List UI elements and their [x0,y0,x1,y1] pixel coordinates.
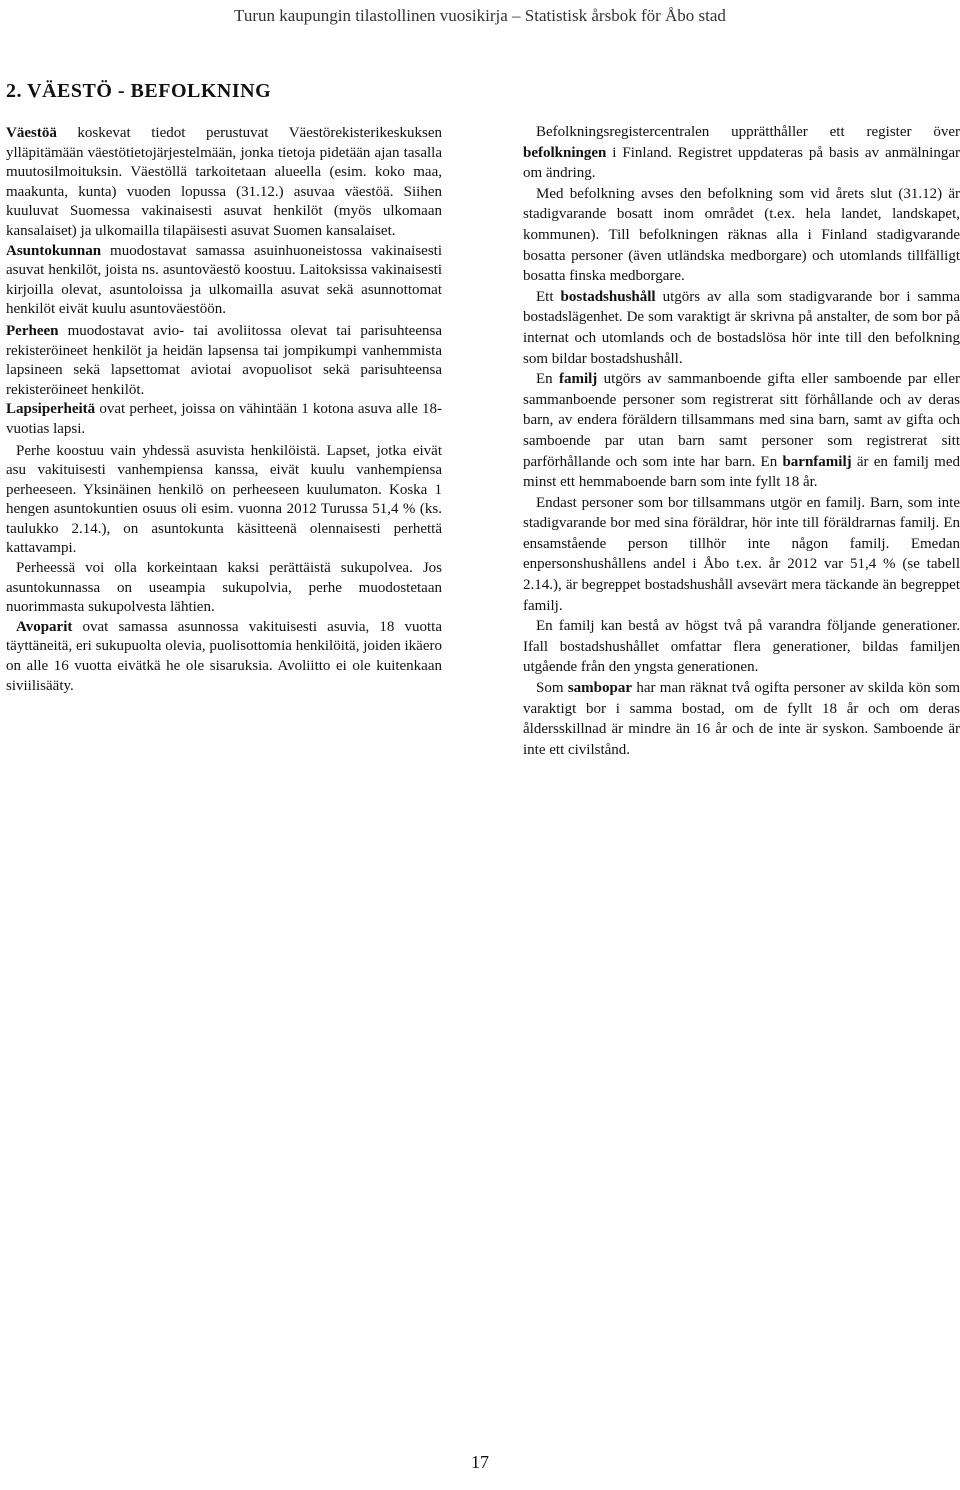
term-barnfamilj: barnfamilj [782,453,852,470]
paragraph-generationer: En familj kan bestå av högst två på varandra följande generationer. Ifall bostadshushållet omfattar flera generationer, bildas familjen utgående från den yngsta generationen. [523,618,960,676]
term-bostadshushall: bostadshushåll [560,288,656,305]
text-bostadshushall-pre: Ett [536,288,561,305]
term-avoparit: Avoparit [16,618,73,635]
paragraph-avoparit [6,618,442,696]
text-perhe: muodostavat avio- tai avoliitossa olevat tai parisuhteensa rekisteröineet henkilöt ja heidän lapsensa tai jompikumpi vanhemmista lapsineen sekä lapsettomat aviotai avopuolisot sekä parisuhteensa rekisteröineet henkilöt. [6,322,442,398]
paragraph-perhe-koostuu: Perhe koostuu vain yhdessä asuvista henkilöistä. Lapset, jotka eivät asu vakituisesti vanhempiensa kanssa, eivät kuulu vanhempiensa perheeseen. Yksinäinen henkilö on perheeseen kuulumaton. Koska 1 hengen asuntokuntien osuus oli esim. vuonna 2012 Turussa 51,4 % (ks. taulukko 2.14.), on asuntokunta käsitteenä olennaisesti perhettä kattavampi. [6,442,442,557]
text-familj-post: är en familj med minst ett hemmaboende barn som inte fyllt 18 år. [523,453,960,491]
term-perhe: Perheen [6,322,59,339]
text-asuntokunta: muodostavat samassa asuinhuoneistossa vakinaisesti asuvat henkilöt, joista ns. asuntoväestö koostuu. Laitoksissa vakinaisesti kirjoilla olevat, asuntoloissa ja ulkomailla asuvat sekä asunnottomat henkilöt eivät kuulu asuntoväestöön. [6,242,442,318]
paragraph-befolkning-avses: Med befolkning avses den befolkning som vid årets slut (31.12) är stadigvarande bosatt inom området (t.ex. hela landet, landskapet, kommunen). Till befolkningen räknas alla i Finland stadigvarande bosatta personer (även utländska medborgare) och utomlands tillfälligt bosatta finska medborgare. [523,185,960,285]
paragraph-vaesto [6,124,442,242]
page-number: 17 [471,1452,489,1472]
text-avoparit: ovat samassa asunnossa vakituisesti asuvia, 18 vuotta täyttäneitä, eri sukupuolta olevia, puolisottomia henkilöitä, joiden ikäero on alle 16 vuotta eivätkä he ole sisaruksia. Avoliitto ei ole kuitenkaan siviilisääty. [6,618,442,694]
paragraph-asuntokunta [6,242,442,320]
text-befolkning-post: i Finland. Registret uppdateras på basis av anmälningar om ändring. [523,144,960,182]
paragraph-sambopar [523,678,960,760]
text-sambopar-post: har man räknat två ogifta personer av skilda kön som varaktigt bor i samma bostad, om de fyllt 18 år och om deras åldersskillnad är mindre än 16 år och de inte är syskon. Samboende är inte ett civilstånd. [523,680,960,758]
term-familj: familj [558,371,598,388]
paragraph-bostadshushall [523,287,960,369]
text-familj-pre: En [536,371,559,388]
term-sambopar: sambopar [567,680,633,697]
text-bostadshushall-post: utgörs av alla som stadigvarande bor i samma bostadslägenhet. De som varaktigt är skrivna på anstalter, de som bor på internat och utomlands och de bostadslösa hör inte till den befolkning som bildar bostadshushåll. [523,288,960,367]
text-vaesto: koskevat tiedot perustuvat Väestörekisterikeskuksen ylläpitämään väestötietojärjestelmään, jonka tietoja pidetään ajan tasalla muutosilmoituksin. Väestöllä tarkoitetaan alueella (esim. koko maa, maakunta, kunta) vuoden lopussa (31.12.) asuvaa väestöä. Siihen kuuluvat Suomessa vakinaisesti asuvat henkilöt (myös ulkomaan kansalaiset) ja ulkomailla tilapäisesti asuvat Suomen kansalaiset. [6,125,442,239]
running-header: Turun kaupungin tilastollinen vuosikirja – Statistisk årsbok för Åbo stad [234,6,726,25]
paragraph-sukupolvet: Perheessä voi olla korkeintaan kaksi perättäistä sukupolvea. Jos asuntokunnassa on useampia sukupolvia, perhe muodostetaan nuorimmasta sukupolvesta lähtien. [6,560,442,616]
paragraph-perhe [6,322,442,400]
chapter-title: 2. VÄESTÖ - BEFOLKNING [6,80,272,102]
finnish-column [6,124,442,696]
paragraph-lapsiperhe [6,400,442,439]
text-befolkning-pre: Befolkningsregistercentralen upprätthåller ett register över [536,124,960,140]
text-sambopar-pre: Som [536,680,568,697]
paragraph-befolkning [523,122,960,184]
text-lapsiperhe: ovat perheet, joissa on vähintään 1 kotona asuva alle 18-vuotias lapsi. [6,401,442,437]
paragraph-endast: Endast personer som bor tillsammans utgör en familj. Barn, som inte stadigvarande bor med sina föräldrar, hör inte till föräldrarnas familj. En ensamstående person tillhör inte någon familj. Emedan enpersonshushållens andel i Åbo t.ex. år 2012 var 51,4 % (se tabell 2.14.), är begreppet bostadshushåll avsevärt mera täckande än begreppet familj. [523,494,960,614]
text-familj-mid: utgörs av sammanboende gifta eller samboende par eller sammanboende personer som registrerat sitt förhållande och av deras barn, av endera föräldern tillsammans med sina barn, samt av gifta och samboende par utan barn samt personer som registrerat sitt parförhållande och som inte har barn. En [523,371,960,470]
term-befolkningen: befolkningen [523,144,607,161]
swedish-column [523,122,960,760]
term-lapsiperhe: Lapsiperheitä [6,401,96,418]
term-vaesto: Väestöä [6,125,57,141]
term-asuntokunta: Asuntokunnan [6,242,102,259]
paragraph-familj [523,369,960,493]
